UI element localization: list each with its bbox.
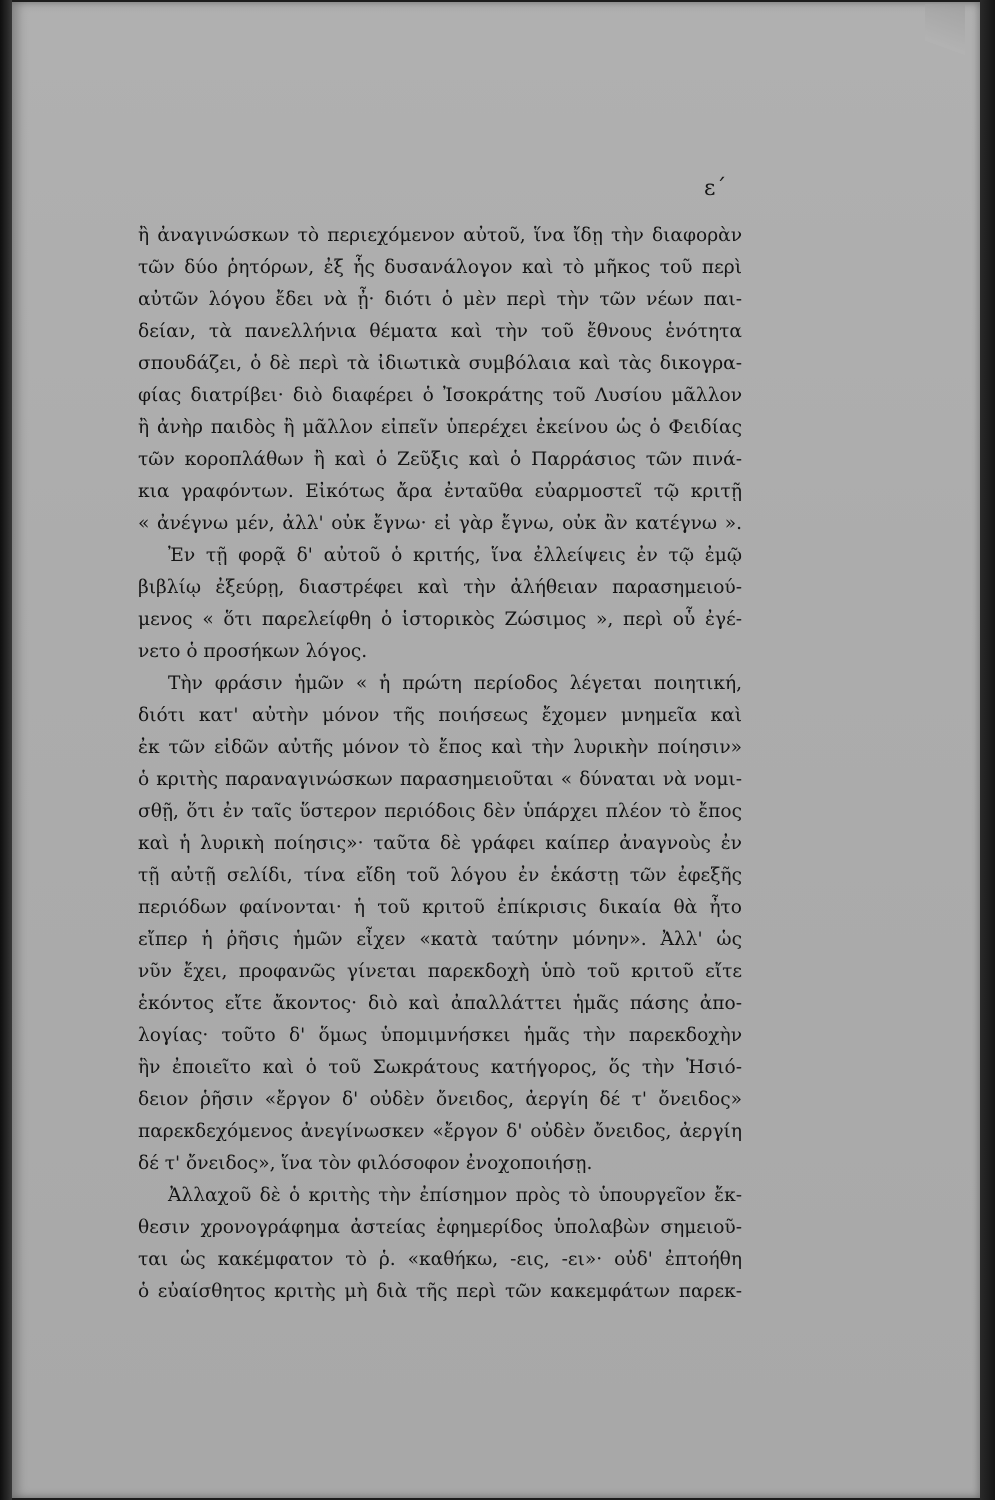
text-line: νετο ὁ προσήκων λόγος. <box>138 641 368 662</box>
text-line: αὐτῶν λόγου ἔδει νὰ ᾖ· διότι ὁ μὲν περὶ τὴν τῶν νέων παι- <box>138 289 742 310</box>
body-text <box>138 220 742 1308</box>
text-line: παρεκδεχόμενος ἀνεγίνωσκεν «ἔργον δ' οὐδὲν ὄνειδος, ἀεργίη <box>138 1121 742 1142</box>
page-number: ε΄ <box>704 176 727 201</box>
text-line: μενος « ὅτι παρελείφθη ὁ ἱστορικὸς Ζώσιμος », περὶ οὗ ἐγέ- <box>138 609 742 630</box>
text-line: θεσιν χρονογράφημα ἀστείας ἐφημερίδος ὑπολαβὼν σημειοῦ- <box>138 1217 742 1238</box>
text-line: ὁ κριτὴς παραναγινώσκων παρασημειοῦται « δύναται νὰ νομι- <box>138 769 742 790</box>
text-line: ἣν ἐποιεῖτο καὶ ὁ τοῦ Σωκράτους κατήγορος, ὅς τὴν Ἡσιό- <box>138 1057 742 1078</box>
text-line: σθῇ, ὅτι ἐν ταῖς ὕστερον περιόδοις δὲν ὑπάρχει πλέον τὸ ἔπος <box>138 801 742 822</box>
text-line: τῶν κοροπλάθων ἢ καὶ ὁ Ζεῦξις καὶ ὁ Παρράσιος τῶν πινά- <box>138 449 742 470</box>
text-line: ἢ ἀνὴρ παιδὸς ἢ μᾶλλον εἰπεῖν ὑπερέχει ἐκείνου ὡς ὁ Φειδίας <box>138 417 742 438</box>
text-line: περιόδων φαίνονται· ἡ τοῦ κριτοῦ ἐπίκρισις δικαία θὰ ἦτο <box>138 897 742 918</box>
text-line: ἐκ τῶν εἰδῶν αὐτῆς μόνον τὸ ἔπος καὶ τὴν λυρικὴν ποίησιν» <box>138 737 742 758</box>
text-line: νῦν ἔχει, προφανῶς γίνεται παρεκδοχὴ ὑπὸ τοῦ κριτοῦ εἴτε <box>138 961 742 982</box>
text-line: εἴπερ ἡ ῥῆσις ἡμῶν εἶχεν «κατὰ ταύτην μόνην». Ἀλλ' ὡς <box>138 929 742 950</box>
text-line: κια γραφόντων. Εἰκότως ἄρα ἐνταῦθα εὐαρμοστεῖ τῷ κριτῇ <box>138 481 742 502</box>
text-line: τῶν δύο ῥητόρων, ἐξ ἧς δυσανάλογον καὶ τὸ μῆκος τοῦ περὶ <box>138 257 742 278</box>
text-line: ἢ ἀναγινώσκων τὸ περιεχόμενον αὐτοῦ, ἵνα ἴδῃ τὴν διαφορὰν <box>138 225 742 246</box>
text-line: καὶ ἡ λυρικὴ ποίησις»· ταῦτα δὲ γράφει καίπερ ἀναγνοὺς ἐν <box>138 833 742 854</box>
text-line: δέ τ' ὄνειδος», ἵνα τὸν φιλόσοφον ἐνοχοποιήσῃ. <box>138 1153 593 1174</box>
text-line: βιβλίῳ ἐξεύρῃ, διαστρέφει καὶ τὴν ἀλήθειαν παρασημειού- <box>138 577 742 598</box>
text-line: λογίας· τοῦτο δ' ὅμως ὑπομιμνήσκει ἡμᾶς τὴν παρεκδοχὴν <box>138 1025 742 1046</box>
text-line: ἑκόντος εἴτε ἄκοντος· διὸ καὶ ἀπαλλάττει ἡμᾶς πάσης ἀπο- <box>138 993 742 1014</box>
text-line: ὁ εὐαίσθητος κριτὴς μὴ διὰ τῆς περὶ τῶν κακεμφάτων παρεκ- <box>138 1281 742 1302</box>
text-line: φίας διατρίβει· διὸ διαφέρει ὁ Ἰσοκράτης τοῦ Λυσίου μᾶλλον <box>138 385 742 406</box>
text-line: « ἀνέγνω μέν, ἀλλ' οὐκ ἔγνω· εἰ γὰρ ἔγνω, οὐκ ἂν κατέγνω ». <box>138 513 742 534</box>
text-line: Τὴν φράσιν ἡμῶν « ἡ πρώτη περίοδος λέγεται ποιητική, <box>168 673 742 694</box>
text-line: Ἐν τῇ φορᾷ δ' αὐτοῦ ὁ κριτής, ἵνα ἐλλείψεις ἐν τῷ ἐμῷ <box>168 545 742 566</box>
text-line: δειον ῥῆσιν «ἔργον δ' οὐδὲν ὄνειδος, ἀεργίη δέ τ' ὄνειδος» <box>138 1089 742 1110</box>
text-line: διότι κατ' αὐτὴν μόνον τῆς ποιήσεως ἔχομεν μνημεῖα καὶ <box>138 705 742 726</box>
worn-page-corner <box>925 4 965 74</box>
text-line: σπουδάζει, ὁ δὲ περὶ τὰ ἰδιωτικὰ συμβόλαια καὶ τὰς δικογρα- <box>138 353 742 374</box>
book-binding-edge <box>0 0 12 1500</box>
text-line: δείαν, τὰ πανελλήνια θέματα καὶ τὴν τοῦ ἔθνους ἑνότητα <box>138 321 742 342</box>
text-line: τῇ αὐτῇ σελίδι, τίνα εἴδη τοῦ λόγου ἐν ἑκάστῃ τῶν ἐφεξῆς <box>138 865 742 886</box>
text-line: ται ὡς κακέμφατον τὸ ῥ. «καθήκω, -εις, -ει»· οὐδ' ἐπτοήθη <box>138 1249 742 1270</box>
scan-border-right <box>980 0 995 1500</box>
text-line: Ἀλλαχοῦ δὲ ὁ κριτὴς τὴν ἐπίσημον πρὸς τὸ ὑπουργεῖον ἔκ- <box>168 1185 742 1206</box>
